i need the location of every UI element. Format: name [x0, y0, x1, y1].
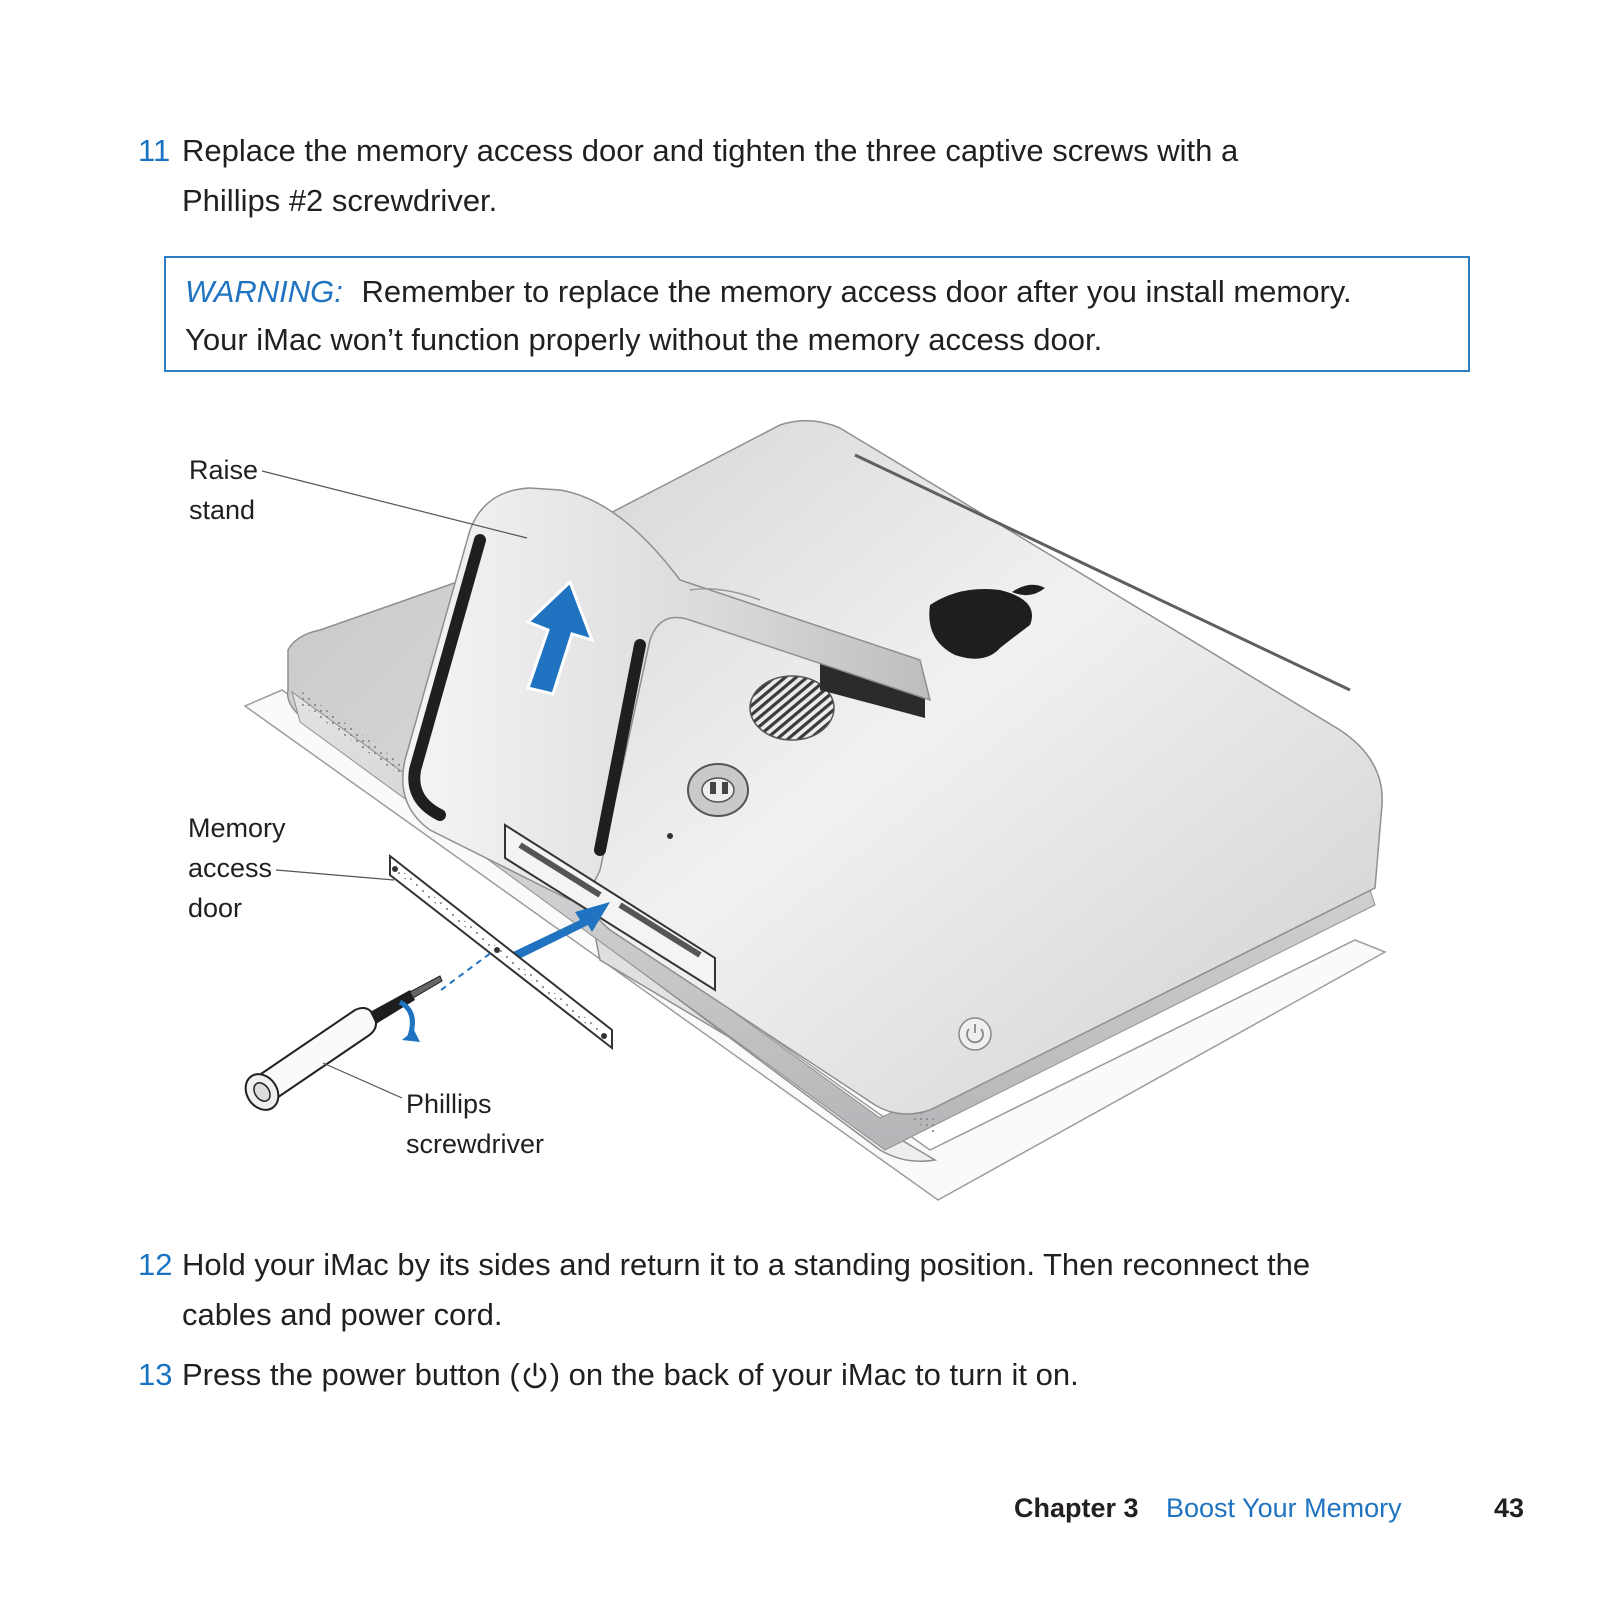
- power-icon: [521, 1361, 549, 1389]
- callout-line: stand: [189, 495, 256, 525]
- chapter-label: Chapter 3: [1014, 1493, 1139, 1523]
- callout-line: Phillips: [406, 1089, 492, 1119]
- step-text: [182, 1350, 1432, 1400]
- imac-illustration: [0, 400, 1600, 1220]
- footer-page: [1494, 1490, 1524, 1526]
- step-text: [182, 126, 1432, 226]
- step-number: 11: [138, 133, 171, 168]
- warning-text: Remember to replace the memory access door after you install memory.: [361, 274, 1352, 309]
- footer-title: [1166, 1490, 1402, 1526]
- step-text-line: cables and power cord.: [182, 1297, 503, 1332]
- callout-line: Memory: [188, 813, 286, 843]
- step-text-line: Hold your iMac by its sides and return it to a standing position. Then reconnect the: [182, 1247, 1311, 1282]
- step-text-before: Press the power button (: [182, 1357, 520, 1392]
- step-text-line: Replace the memory access door and tighten the three captive screws with a: [182, 133, 1239, 168]
- leader-line: [276, 870, 394, 880]
- callout-line: door: [188, 893, 243, 923]
- warning-label: WARNING:: [185, 274, 343, 309]
- step-number: 12: [138, 1247, 173, 1282]
- callout-line: access: [188, 853, 273, 883]
- power-port-icon: [688, 764, 748, 816]
- warning-line-2: Your iMac won’t function properly without the memory access door.: [185, 322, 1103, 357]
- power-button-icon: [959, 1018, 991, 1050]
- callout-phillips-screwdriver: [406, 1084, 544, 1164]
- step-text: [182, 1240, 1432, 1340]
- step-text-after: ) on the back of your iMac to turn it on.: [549, 1357, 1079, 1392]
- page-number: 43: [1494, 1493, 1525, 1523]
- callout-memory-access-door: [188, 808, 286, 928]
- step-text-line: Phillips #2 screwdriver.: [182, 183, 498, 218]
- callout-raise-stand: [189, 450, 258, 530]
- leader-line: [323, 1063, 402, 1098]
- warning-line-1: [185, 268, 1352, 316]
- step-number: 13: [138, 1357, 173, 1392]
- footer-chapter: [1014, 1490, 1139, 1526]
- chapter-title: Boost Your Memory: [1166, 1493, 1402, 1523]
- callout-line: screwdriver: [406, 1129, 545, 1159]
- warning-box: [164, 256, 1470, 372]
- callout-line: Raise: [189, 455, 259, 485]
